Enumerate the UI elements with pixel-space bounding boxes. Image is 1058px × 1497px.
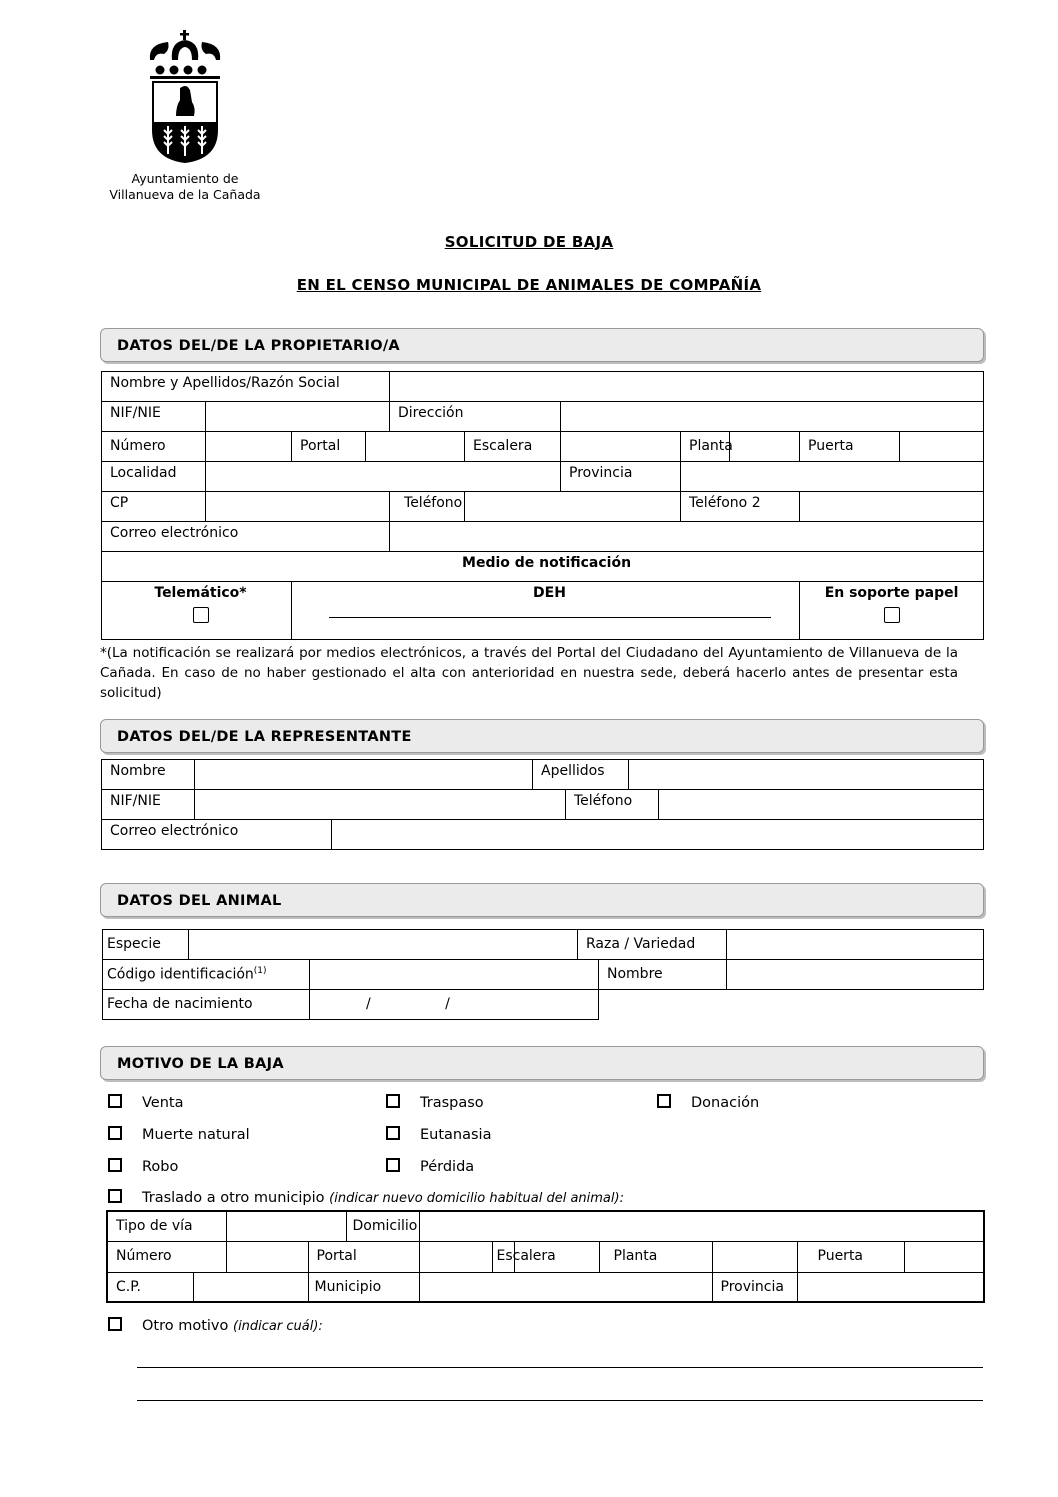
label-rep-correo: Correo electrónico (102, 820, 332, 850)
label-otro: Otro motivo (142, 1318, 229, 1334)
label-rep-nif: NIF/NIE (102, 790, 195, 820)
label-numero: Número (102, 432, 206, 462)
input-nif[interactable] (206, 402, 390, 432)
option-venta[interactable] (108, 1095, 183, 1111)
checkbox-otro[interactable] (108, 1317, 122, 1331)
label-traslado-note: (indicar nuevo domicilio habitual del animal): (329, 1191, 624, 1206)
document-subtitle: EN EL CENSO MUNICIPAL DE ANIMALES DE COMPAÑÍA (296, 276, 762, 294)
input-rep-telefono[interactable] (659, 790, 984, 820)
label-planta: Planta (681, 432, 730, 462)
label-telefono: Teléfono (390, 492, 465, 522)
label-eutanasia: Eutanasia (420, 1127, 492, 1143)
input-numero[interactable] (206, 432, 292, 462)
representative-table (101, 759, 984, 850)
label-perdida: Pérdida (420, 1159, 475, 1175)
checkbox-donacion[interactable] (657, 1094, 671, 1108)
option-traspaso[interactable] (386, 1095, 484, 1111)
label-codigo-sup: (1) (253, 966, 267, 976)
input-animal-nombre[interactable] (727, 960, 984, 990)
input-codigo[interactable] (310, 960, 599, 990)
label-telefono2: Teléfono 2 (681, 492, 800, 522)
label-escalera: Escalera (465, 432, 561, 462)
checkbox-venta[interactable] (108, 1094, 122, 1108)
label-deh: DEH (533, 585, 566, 601)
option-otro[interactable] (108, 1318, 323, 1334)
label-tipo-via: Tipo de vía (107, 1211, 226, 1241)
input-direccion[interactable] (561, 402, 984, 432)
input-domicilio[interactable] (419, 1211, 984, 1241)
input-correo[interactable] (390, 522, 984, 552)
checkbox-traslado[interactable] (108, 1189, 122, 1203)
checkbox-papel[interactable] (884, 607, 900, 623)
section-animal: DATOS DEL ANIMAL (100, 883, 984, 917)
input-traslado-cp[interactable] (193, 1272, 308, 1302)
section-motivo: MOTIVO DE LA BAJA (100, 1046, 984, 1080)
input-traslado-numero[interactable] (226, 1241, 308, 1272)
label-cp: CP (102, 492, 206, 522)
label-rep-telefono: Teléfono (566, 790, 659, 820)
input-traslado-puerta[interactable] (904, 1241, 984, 1272)
input-especie[interactable] (189, 930, 578, 960)
label-rep-nombre: Nombre (102, 760, 195, 790)
otro-motivo-line-1[interactable] (137, 1367, 983, 1368)
label-traslado-portal: Portal (308, 1241, 419, 1272)
input-escalera[interactable] (561, 432, 681, 462)
label-donacion: Donación (691, 1095, 760, 1111)
input-traslado-provincia[interactable] (797, 1272, 984, 1302)
input-traslado-planta[interactable] (712, 1241, 797, 1272)
option-muerte[interactable] (108, 1127, 250, 1143)
label-traslado-municipio: Municipio (308, 1272, 419, 1302)
label-robo: Robo (142, 1159, 179, 1175)
option-papel (800, 582, 984, 640)
label-telematico: Telemático* (154, 585, 247, 601)
owner-table (101, 371, 984, 640)
input-planta[interactable] (730, 432, 800, 462)
checkbox-robo[interactable] (108, 1158, 122, 1172)
label-traslado-provincia: Provincia (712, 1272, 797, 1302)
input-traslado-municipio[interactable] (419, 1272, 712, 1302)
label-direccion: Dirección (390, 402, 561, 432)
label-raza: Raza / Variedad (578, 930, 727, 960)
input-deh-line[interactable] (329, 617, 771, 618)
notification-note: *(La notificación se realizará por medios electrónicos, a través del Portal del Ciudadano del Ayuntamiento de Villanueva de la Cañada. En caso de no haber gestionado el alta con anterioridad en nuestra sede, deberá hacerlo antes de presentar esta solicitud) (100, 645, 958, 701)
option-telematico (102, 582, 292, 640)
checkbox-eutanasia[interactable] (386, 1126, 400, 1140)
checkbox-telematico[interactable] (193, 607, 209, 623)
input-rep-nombre[interactable] (195, 760, 533, 790)
label-traslado-puerta: Puerta (797, 1241, 904, 1272)
option-traslado[interactable] (108, 1190, 624, 1206)
date-sep-1: / (366, 996, 371, 1012)
label-nif: NIF/NIE (102, 402, 206, 432)
option-deh (292, 582, 800, 640)
document-title: SOLICITUD DE BAJA (444, 233, 614, 251)
input-portal[interactable] (366, 432, 465, 462)
label-localidad: Localidad (102, 462, 206, 492)
label-traslado: Traslado a otro municipio (142, 1190, 325, 1206)
label-puerta: Puerta (800, 432, 900, 462)
label-codigo-text: Código identificación (107, 966, 254, 983)
label-nombre-apellidos: Nombre y Apellidos/Razón Social (102, 372, 390, 402)
label-fecha: Fecha de nacimiento (103, 990, 310, 1020)
input-fecha[interactable] (310, 990, 599, 1020)
input-localidad[interactable] (206, 462, 561, 492)
input-cp[interactable] (206, 492, 390, 522)
label-correo: Correo electrónico (102, 522, 390, 552)
input-telefono[interactable] (465, 492, 681, 522)
municipal-crest-logo (140, 30, 230, 165)
option-perdida[interactable] (386, 1159, 474, 1175)
input-tipo-via[interactable] (226, 1211, 346, 1241)
label-traspaso: Traspaso (420, 1095, 484, 1111)
option-eutanasia[interactable] (386, 1127, 491, 1143)
label-medio-notificacion: Medio de notificación (102, 552, 984, 582)
label-traslado-cp: C.P. (107, 1272, 193, 1302)
section-owner: DATOS DEL/DE LA PROPIETARIO/A (100, 328, 984, 362)
animal-table (102, 929, 984, 1020)
input-provincia[interactable] (681, 462, 984, 492)
date-sep-2: / (445, 996, 450, 1012)
label-otro-note: (indicar cuál): (233, 1319, 323, 1334)
option-robo[interactable] (108, 1159, 178, 1175)
label-domicilio: Domicilio (346, 1211, 419, 1241)
input-rep-apellidos[interactable] (629, 760, 984, 790)
input-telefono2[interactable] (800, 492, 984, 522)
label-especie: Especie (103, 930, 189, 960)
label-provincia: Provincia (561, 462, 681, 492)
label-traslado-numero: Número (107, 1241, 226, 1272)
input-rep-nif[interactable] (195, 790, 566, 820)
input-rep-correo[interactable] (332, 820, 984, 850)
input-puerta[interactable] (900, 432, 984, 462)
label-papel: En soporte papel (824, 585, 959, 601)
label-venta: Venta (142, 1095, 184, 1111)
option-donacion[interactable] (657, 1095, 759, 1111)
input-raza[interactable] (727, 930, 984, 960)
label-muerte: Muerte natural (142, 1127, 250, 1143)
label-traslado-escalera: Escalera (419, 1241, 514, 1272)
section-representative: DATOS DEL/DE LA REPRESENTANTE (100, 719, 984, 753)
otro-motivo-line-2[interactable] (137, 1400, 983, 1401)
empty-cell (599, 990, 984, 1020)
label-animal-nombre: Nombre (599, 960, 727, 990)
label-rep-apellidos: Apellidos (533, 760, 629, 790)
checkbox-traspaso[interactable] (386, 1094, 400, 1108)
label-traslado-planta: Planta (599, 1241, 712, 1272)
input-nombre-apellidos[interactable] (390, 372, 984, 402)
checkbox-muerte[interactable] (108, 1126, 122, 1140)
label-codigo (103, 960, 310, 990)
traslado-table (106, 1210, 985, 1303)
checkbox-perdida[interactable] (386, 1158, 400, 1172)
organization-name: Ayuntamiento de Villanueva de la Cañada (109, 171, 261, 202)
label-portal: Portal (292, 432, 366, 462)
